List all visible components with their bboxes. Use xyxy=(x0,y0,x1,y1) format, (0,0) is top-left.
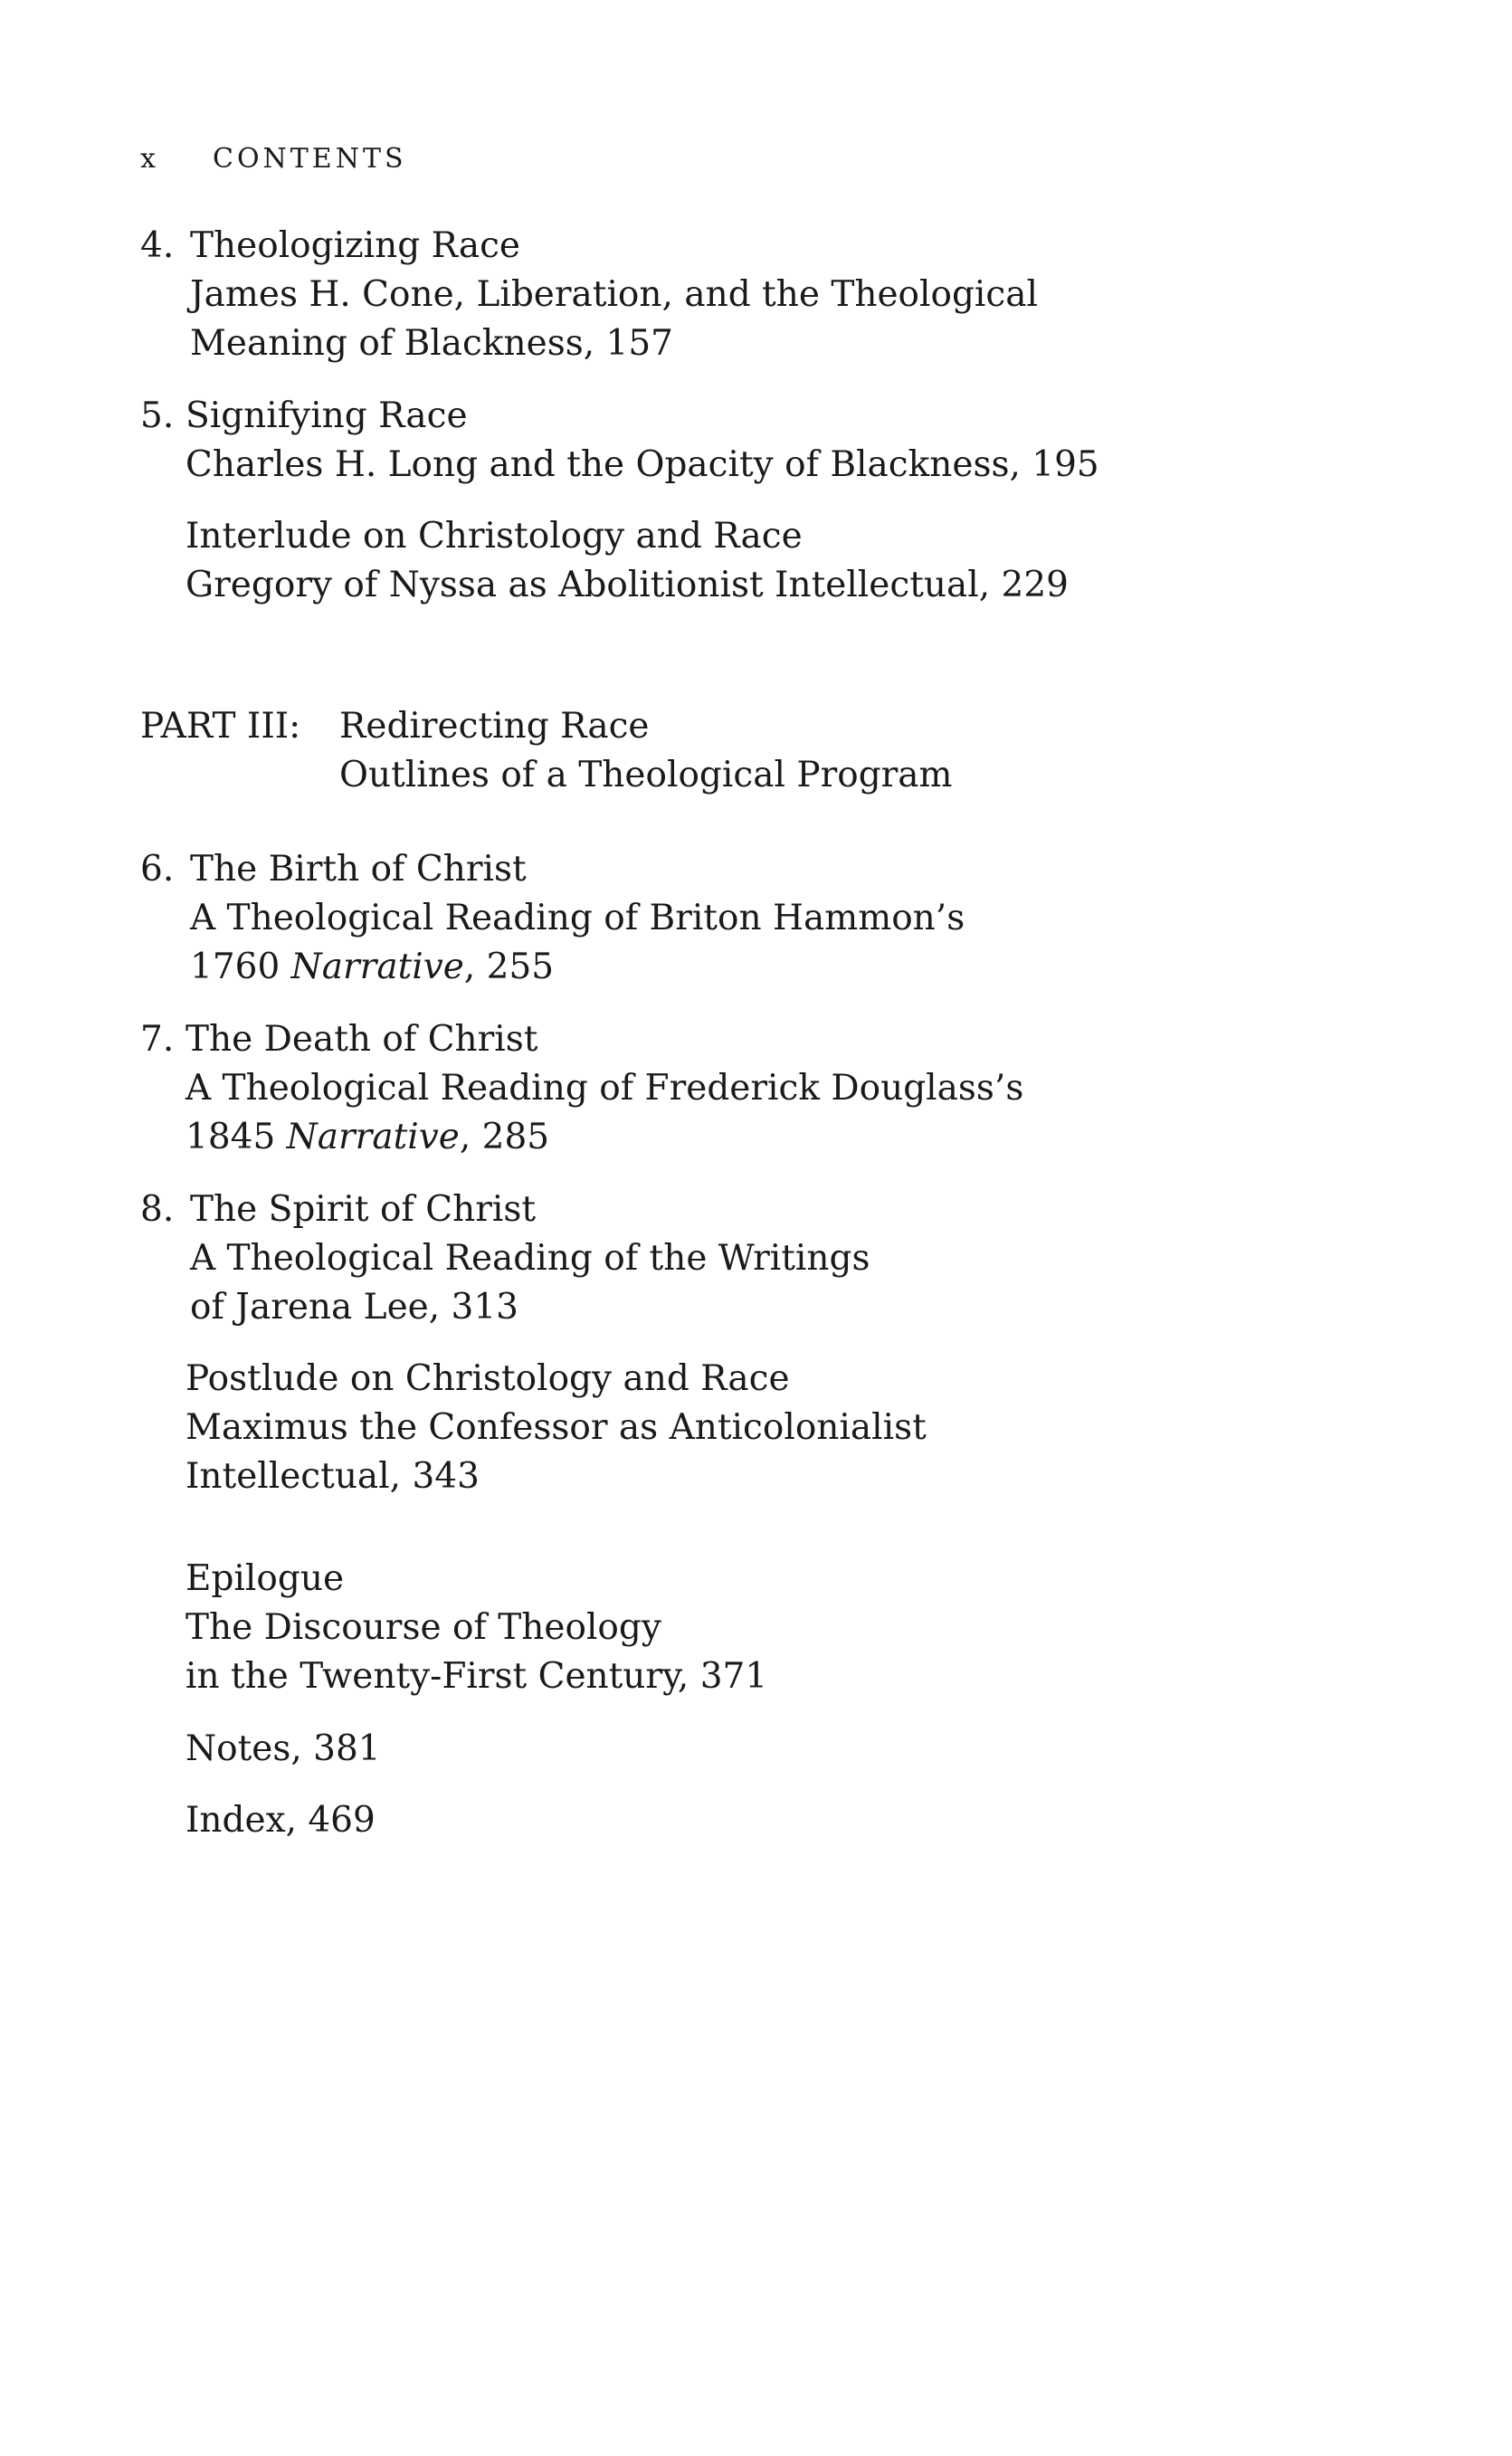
chapter-subtitle: 1760 Narrative, 255 xyxy=(190,947,555,987)
postlude-title: Postlude on Christology and Race xyxy=(185,1358,790,1399)
part-label: PART III: xyxy=(140,706,301,747)
part-subtitle: Outlines of a Theological Program xyxy=(339,755,953,795)
epilogue-subtitle: The Discourse of Theology xyxy=(185,1607,661,1648)
chapter-subtitle: Charles H. Long and the Opacity of Blackness, 195 xyxy=(185,444,1099,485)
chapter-title: Signifying Race xyxy=(185,395,468,436)
chapter-number: 5. xyxy=(140,395,175,436)
epilogue-title: Epilogue xyxy=(185,1558,345,1599)
chapter-subtitle: James H. Cone, Liberation, and the Theological xyxy=(190,274,1038,315)
chapter-number: 8. xyxy=(140,1189,175,1230)
interlude-title: Interlude on Christology and Race xyxy=(185,516,803,557)
folio: x xyxy=(140,143,159,175)
chapter-number: 6. xyxy=(140,849,175,890)
chapter-subtitle: A Theological Reading of Briton Hammon’s xyxy=(190,898,965,938)
chapter-title: The Spirit of Christ xyxy=(190,1189,537,1230)
postlude-subtitle: Maximus the Confessor as Anticolonialist xyxy=(185,1407,927,1448)
running-head xyxy=(140,143,407,175)
chapter-subtitle: A Theological Reading of the Writings xyxy=(190,1238,870,1279)
chapter-title: Theologizing Race xyxy=(190,225,521,266)
postlude-subtitle: Intellectual, 343 xyxy=(185,1456,480,1497)
epilogue-subtitle: in the Twenty-First Century, 371 xyxy=(185,1656,768,1697)
chapter-subtitle: of Jarena Lee, 313 xyxy=(190,1287,518,1328)
chapter-subtitle: A Theological Reading of Frederick Douglass’s xyxy=(185,1068,1024,1109)
chapter-subtitle: 1845 Narrative, 285 xyxy=(185,1117,550,1157)
chapter-number: 4. xyxy=(140,225,175,266)
notes-entry: Notes, 381 xyxy=(185,1728,381,1769)
chapter-subtitle: Meaning of Blackness, 157 xyxy=(190,323,673,364)
running-title: CONTENTS xyxy=(213,143,407,175)
part-title: Redirecting Race xyxy=(339,706,650,747)
chapter-number: 7. xyxy=(140,1019,175,1060)
chapter-title: The Death of Christ xyxy=(185,1019,538,1060)
interlude-subtitle: Gregory of Nyssa as Abolitionist Intellectual, 229 xyxy=(185,565,1069,605)
index-entry: Index, 469 xyxy=(185,1800,376,1841)
chapter-title: The Birth of Christ xyxy=(190,849,527,890)
